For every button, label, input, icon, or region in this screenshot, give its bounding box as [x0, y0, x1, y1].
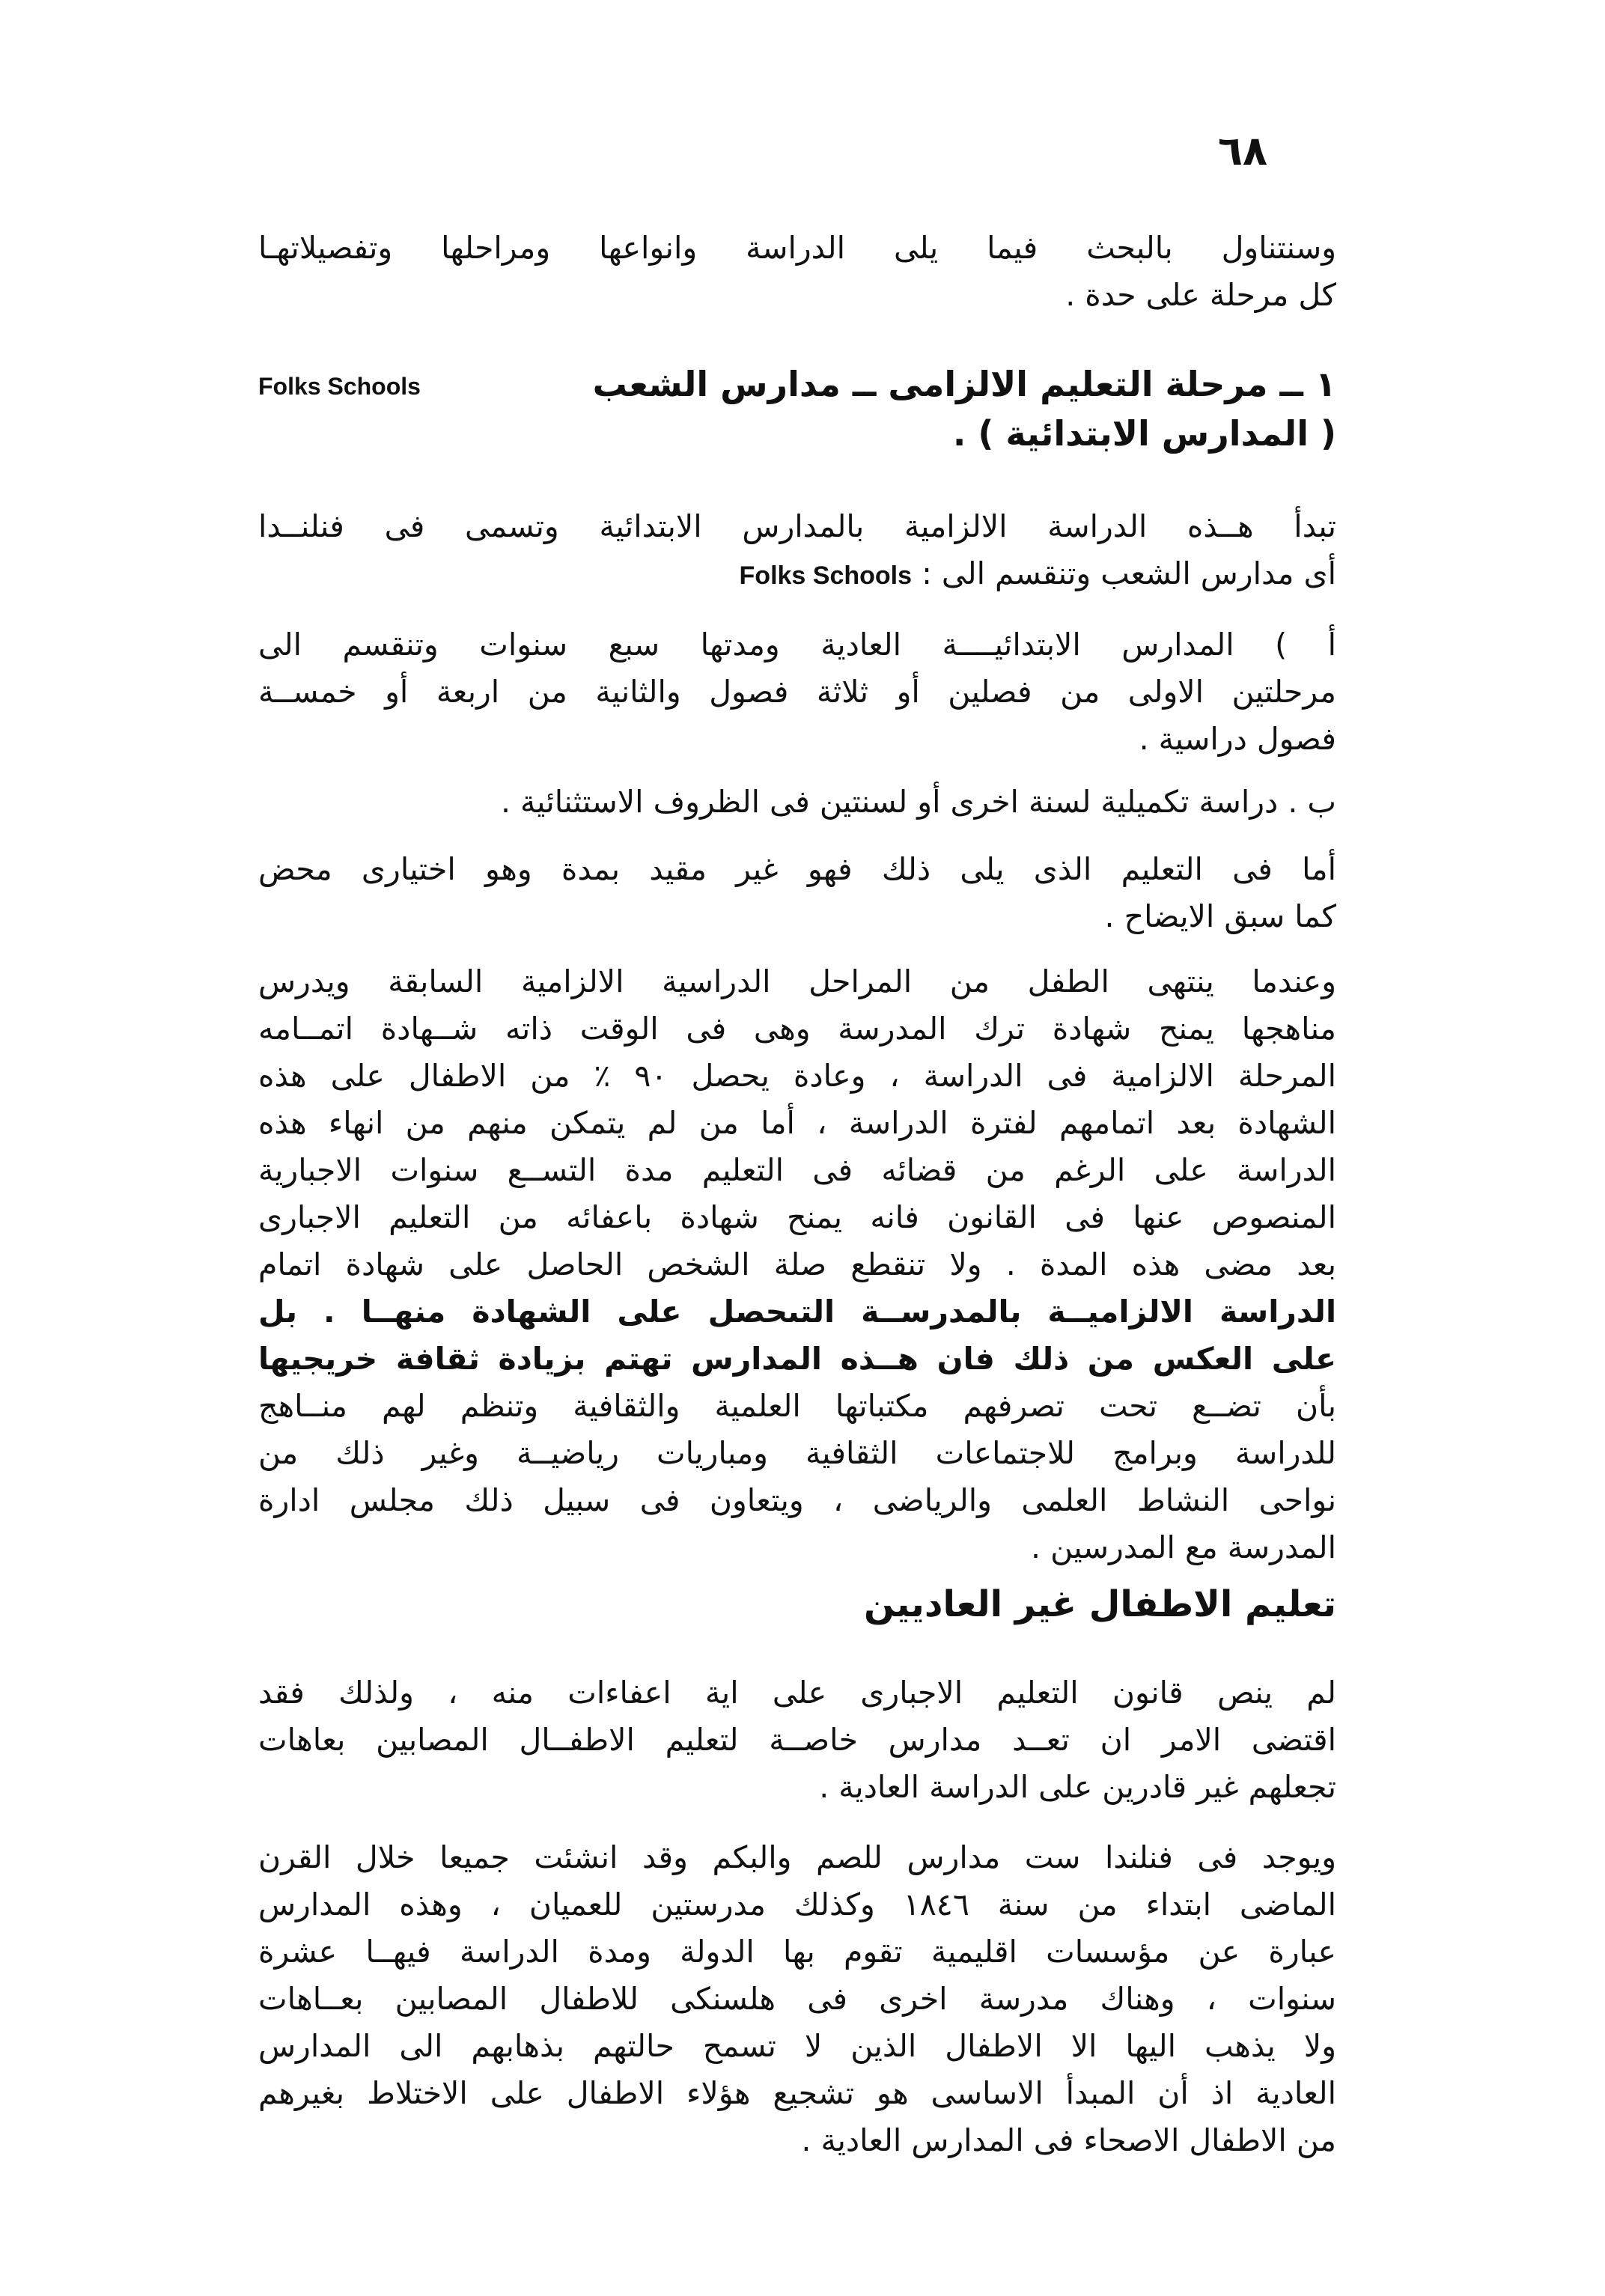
para-line: الدراسة الالزاميــة بالمدرســة التىحصل على الشهادة منهــا . بل: [258, 1294, 1336, 1330]
section-1-paragraph-2: [258, 846, 1336, 940]
section-1-item-b: [258, 779, 1336, 826]
section-2-paragraph-2: [258, 1834, 1336, 2164]
para-line: سنوات ، وهناك مدرسة اخرى فى هلسنكى للاطفال المصابين بعــاهات: [258, 1981, 1336, 2017]
para-line: للدراسة وبرامج للاجتماعات الثقافية ومباريات رياضيــة وغير ذلك من: [258, 1435, 1336, 1471]
para-line: الشهادة بعد اتمامهم لفترة الدراسة ، أما من لم يتمكن منهم من انهاء هذه: [258, 1105, 1336, 1141]
para-line: وعندما ينتهى الطفل من المراحل الدراسية الالزامية السابقة ويدرس: [258, 963, 1336, 999]
para-line: المرحلة الالزامية فى الدراسة ، وعادة يحصل ٩٠ ٪ من الاطفال على هذه: [258, 1058, 1336, 1094]
intro-paragraph: [258, 225, 1336, 319]
para-line: بأن تضــع تحت تصرفهم مكتباتها العلمية والثقافية وتنظم لهم منــاهج: [258, 1388, 1336, 1424]
intro-line-1: وسنتناول بالبحث فيما يلى الدراسة وانواعها ومراحلها وتفصيلاتهـا: [258, 230, 1336, 266]
para-line-with-english: [258, 550, 1336, 600]
item-b-line: ب . دراسة تكميلية لسنة اخرى أو لسنتين فى الظروف الاستثنائية .: [500, 784, 1336, 820]
para-line: على العكس من ذلك فان هــذه المدارس تهتم بزيادة ثقافة خريجيها: [258, 1341, 1336, 1377]
para-line: العادية اذ أن المبدأ الاساسى هو تشجيع هؤلاء الاطفال على الاختلاط بغيرهم: [258, 2075, 1336, 2111]
para-line: نواحى النشاط العلمى والرياضى ، ويتعاون فى سبيل ذلك مجلس ادارة: [258, 1482, 1336, 1518]
para-line: تبدأ هــذه الدراسة الالزامية بالمدارس الابتدائية وتسمى فى فنلنــدا: [258, 508, 1336, 544]
para-line: بعد مضى هذه المدة . ولا تنقطع صلة الشخص الحاصل على شهادة اتمام: [258, 1246, 1336, 1282]
section-1-item-a: [258, 621, 1336, 763]
section-1-heading-line-1: ١ ــ مرحلة التعليم الالزامى ــ مدارس الشعب: [592, 364, 1336, 404]
para-line: المدرسة مع المدرسين .: [1031, 1529, 1336, 1565]
section-1-heading-line-2: ( المدارس الابتدائية ) .: [952, 413, 1336, 454]
para-line: لم ينص قانون التعليم الاجبارى على اية اعفاءات منه ، ولذلك فقد: [258, 1675, 1336, 1711]
para-line: كما سبق الايضاح .: [1104, 898, 1336, 934]
section-1-paragraph-3: [258, 958, 1336, 1571]
item-a-line: أ ) المدارس الابتدائيــــة العادية ومدتها سبع سنوات وتنقسم الى: [258, 627, 1336, 663]
page-number: ٦٨: [1218, 127, 1267, 174]
section-1-paragraph-1: [258, 503, 1336, 600]
item-a-line: مرحلتين الاولى من فصلين أو ثلاثة فصول والثانية من اربعة أو خمســة: [258, 674, 1336, 710]
para-line: ولا يذهب اليها الا الاطفال الذين لا تسمح حالتهم بذهابهم الى المدارس: [258, 2028, 1336, 2064]
para-line: أما فى التعليم الذى يلى ذلك فهو غير مقيد بمدة وهو اختيارى محض: [258, 851, 1336, 887]
section-2-paragraph-1: [258, 1669, 1336, 1811]
para-line: الماضى ابتداء من سنة ١٨٤٦ وكذلك مدرستين للعميان ، وهذه المدارس: [258, 1887, 1336, 1922]
para-line: من الاطفال الاصحاء فى المدارس العادية .: [801, 2122, 1336, 2158]
para-line: تجعلهم غير قادرين على الدراسة العادية .: [819, 1769, 1336, 1805]
inline-english-term: Folks Schools: [739, 561, 913, 590]
section-2-heading: تعليم الاطفال غير العاديين: [864, 1583, 1336, 1625]
para-line: الدراسة على الرغم من قضائه فى التعليم مدة التســع سنوات الاجبارية: [258, 1152, 1336, 1188]
para-line: ويوجد فى فنلندا ست مدارس للصم والبكم وقد انشئت جميعا خلال القرن: [258, 1839, 1336, 1875]
section-1-english-tag: Folks Schools: [258, 373, 421, 400]
para-line: اقتضى الامر ان تعــد مدارس خاصــة لتعليم الاطفــال المصابين بعاهات: [258, 1722, 1336, 1758]
para-line: المنصوص عنها فى القانون فانه يمنح شهادة باعفائه من التعليم الاجبارى: [258, 1199, 1336, 1235]
para-line: مناهجها يمنح شهادة ترك المدرسة وهى فى الوقت ذاته شــهادة اتمــامه: [258, 1011, 1336, 1047]
para-line-text: أى مدارس الشعب وتنقسم الى :: [922, 555, 1336, 591]
item-a-line: فصول دراسية .: [1139, 721, 1336, 757]
para-line: عبارة عن مؤسسات اقليمية تقوم بها الدولة ومدة الدراسة فيهــا عشرة: [258, 1934, 1336, 1970]
intro-line-2: كل مرحلة على حدة .: [1065, 277, 1336, 313]
